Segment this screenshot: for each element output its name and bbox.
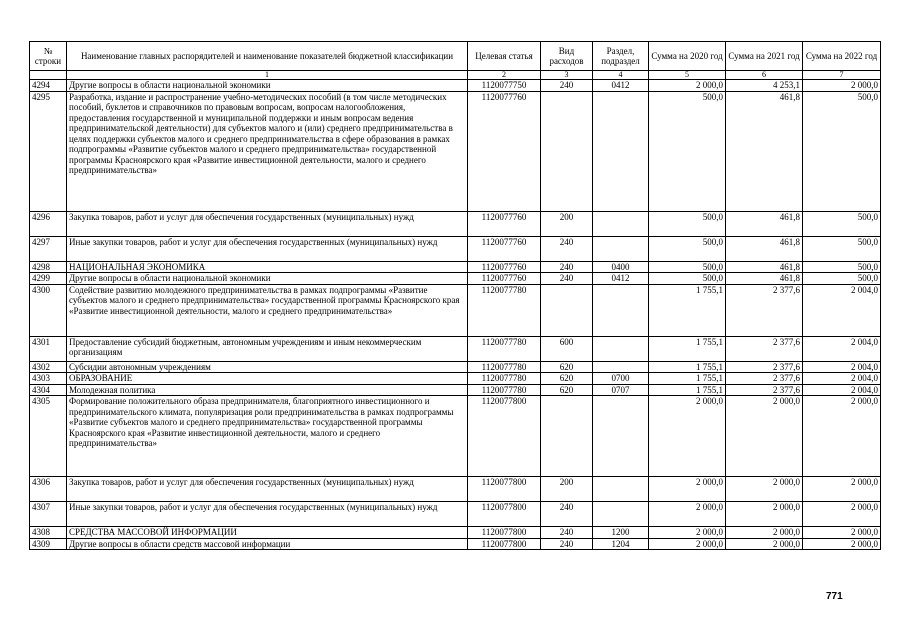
- row-sum-2021: 2 377,6: [726, 384, 803, 396]
- column-number: 6: [726, 71, 803, 80]
- row-sum-2020: 2 000,0: [649, 80, 726, 92]
- row-target-article: 1120077760: [468, 91, 541, 211]
- row-name: Иные закупки товаров, работ и услуг для обеспечения государственных (муниципальных) нужд: [67, 502, 468, 527]
- row-section: [593, 361, 649, 373]
- row-expense-kind: 600: [541, 336, 593, 361]
- row-number: 4306: [30, 477, 67, 502]
- header-section: Раздел, подраздел: [593, 42, 649, 71]
- row-section: 0707: [593, 384, 649, 396]
- row-sum-2022: 500,0: [803, 236, 881, 261]
- row-sum-2022: 2 000,0: [803, 396, 881, 477]
- row-number: 4308: [30, 527, 67, 539]
- row-target-article: 1120077780: [468, 384, 541, 396]
- column-number: 7: [803, 71, 881, 80]
- table-row: [30, 396, 881, 477]
- row-expense-kind: 200: [541, 211, 593, 236]
- row-sum-2021: 461,8: [726, 91, 803, 211]
- table-row: [30, 273, 881, 285]
- row-sum-2022: 2 000,0: [803, 538, 881, 550]
- row-name: Иные закупки товаров, работ и услуг для обеспечения государственных (муниципальных) нужд: [67, 236, 468, 261]
- row-sum-2020: 2 000,0: [649, 477, 726, 502]
- row-expense-kind: [541, 91, 593, 211]
- column-number: 4: [593, 71, 649, 80]
- row-sum-2021: 2 377,6: [726, 373, 803, 385]
- row-sum-2022: 2 004,0: [803, 384, 881, 396]
- row-sum-2020: 1 755,1: [649, 373, 726, 385]
- row-expense-kind: [541, 284, 593, 336]
- row-name: НАЦИОНАЛЬНАЯ ЭКОНОМИКА: [67, 261, 468, 273]
- table-body: [30, 80, 881, 550]
- row-section: [593, 236, 649, 261]
- row-target-article: 1120077760: [468, 261, 541, 273]
- row-expense-kind: 620: [541, 384, 593, 396]
- row-sum-2022: 2 004,0: [803, 361, 881, 373]
- row-name: Формирование положительного образа предпринимателя, благоприятного инвестиционного и предпринимательского климата, популяризация роли предпринимательства в рамках подпрограммы «Развитие субъектов малого и среднего предпринимательства» государственной программы Красноярского края «Развитие инвестиционной деятельности, малого и среднего предпринимательства»: [67, 396, 468, 477]
- row-sum-2022: 500,0: [803, 273, 881, 285]
- row-target-article: 1120077760: [468, 236, 541, 261]
- row-sum-2022: 500,0: [803, 211, 881, 236]
- row-sum-2021: 461,8: [726, 211, 803, 236]
- row-sum-2022: 500,0: [803, 91, 881, 211]
- table-row: [30, 361, 881, 373]
- row-name: Субсидии автономным учреждениям: [67, 361, 468, 373]
- row-sum-2022: 500,0: [803, 261, 881, 273]
- row-sum-2022: 2 004,0: [803, 373, 881, 385]
- header-name: Наименование главных распорядителей и наименование показателей бюджетной классификации: [67, 42, 468, 71]
- budget-table: [29, 41, 881, 550]
- row-number: 4307: [30, 502, 67, 527]
- row-section: 1204: [593, 538, 649, 550]
- row-section: [593, 477, 649, 502]
- row-sum-2021: 2 000,0: [726, 538, 803, 550]
- row-section: 1200: [593, 527, 649, 539]
- row-sum-2021: 2 000,0: [726, 527, 803, 539]
- row-sum-2021: 461,8: [726, 273, 803, 285]
- table-row: [30, 236, 881, 261]
- table-row: [30, 91, 881, 211]
- row-name: Закупка товаров, работ и услуг для обеспечения государственных (муниципальных) нужд: [67, 477, 468, 502]
- row-sum-2021: 2 377,6: [726, 361, 803, 373]
- row-number: 4304: [30, 384, 67, 396]
- row-section: [593, 502, 649, 527]
- row-name: Содействие развитию молодежного предпринимательства в рамках подпрограммы «Развитие субъектов малого и среднего предпринимательства» государственной программы Красноярского края «Развитие инвестиционной деятельности, малого и среднего предпринимательства»: [67, 284, 468, 336]
- row-target-article: 1120077800: [468, 527, 541, 539]
- row-sum-2022: 2 000,0: [803, 80, 881, 92]
- column-number: 3: [541, 71, 593, 80]
- row-sum-2021: 2 000,0: [726, 502, 803, 527]
- row-target-article: 1120077800: [468, 538, 541, 550]
- table-row: [30, 502, 881, 527]
- row-sum-2020: 2 000,0: [649, 396, 726, 477]
- header-row-no: № строки: [30, 42, 67, 71]
- table-row: [30, 211, 881, 236]
- row-target-article: 1120077780: [468, 284, 541, 336]
- row-target-article: 1120077780: [468, 373, 541, 385]
- row-section: 0400: [593, 261, 649, 273]
- row-name: ОБРАЗОВАНИЕ: [67, 373, 468, 385]
- row-number: 4296: [30, 211, 67, 236]
- row-number: 4302: [30, 361, 67, 373]
- header-sum-2020: Сумма на 2020 год: [649, 42, 726, 71]
- row-sum-2021: 2 377,6: [726, 336, 803, 361]
- row-sum-2020: 1 755,1: [649, 384, 726, 396]
- table-row: [30, 373, 881, 385]
- row-sum-2020: 500,0: [649, 91, 726, 211]
- row-number: 4301: [30, 336, 67, 361]
- row-expense-kind: 200: [541, 477, 593, 502]
- table-row: [30, 384, 881, 396]
- row-sum-2020: 1 755,1: [649, 361, 726, 373]
- row-number: 4309: [30, 538, 67, 550]
- row-sum-2022: 2 000,0: [803, 527, 881, 539]
- row-target-article: 1120077780: [468, 361, 541, 373]
- row-sum-2020: 2 000,0: [649, 527, 726, 539]
- row-section: [593, 91, 649, 211]
- row-expense-kind: 240: [541, 80, 593, 92]
- row-sum-2021: 2 000,0: [726, 396, 803, 477]
- row-number: 4294: [30, 80, 67, 92]
- page-number: 771: [826, 591, 843, 602]
- row-sum-2020: 1 755,1: [649, 284, 726, 336]
- row-sum-2020: 2 000,0: [649, 502, 726, 527]
- row-number: 4298: [30, 261, 67, 273]
- row-section: 0412: [593, 80, 649, 92]
- row-sum-2020: 2 000,0: [649, 538, 726, 550]
- row-sum-2020: 500,0: [649, 211, 726, 236]
- column-number-row: [30, 71, 881, 80]
- row-sum-2022: 2 004,0: [803, 284, 881, 336]
- row-name: Другие вопросы в области национальной экономики: [67, 273, 468, 285]
- row-name: СРЕДСТВА МАССОВОЙ ИНФОРМАЦИИ: [67, 527, 468, 539]
- row-name: Молодежная политика: [67, 384, 468, 396]
- row-expense-kind: 240: [541, 502, 593, 527]
- row-expense-kind: 620: [541, 361, 593, 373]
- table-row: [30, 284, 881, 336]
- row-target-article: 1120077760: [468, 273, 541, 285]
- row-sum-2022: 2 000,0: [803, 502, 881, 527]
- column-number: 5: [649, 71, 726, 80]
- row-section: [593, 336, 649, 361]
- header-row: [30, 42, 881, 71]
- row-sum-2022: 2 004,0: [803, 336, 881, 361]
- table-row: [30, 336, 881, 361]
- column-number: 1: [67, 71, 468, 80]
- row-sum-2021: 4 253,1: [726, 80, 803, 92]
- row-target-article: 1120077760: [468, 211, 541, 236]
- row-name: Другие вопросы в области средств массовой информации: [67, 538, 468, 550]
- row-target-article: 1120077800: [468, 477, 541, 502]
- row-expense-kind: 240: [541, 538, 593, 550]
- row-section: 0700: [593, 373, 649, 385]
- header-expense-kind: Вид расходов: [541, 42, 593, 71]
- row-expense-kind: 620: [541, 373, 593, 385]
- header-sum-2021: Сумма на 2021 год: [726, 42, 803, 71]
- row-expense-kind: 240: [541, 261, 593, 273]
- row-number: 4299: [30, 273, 67, 285]
- row-number: 4295: [30, 91, 67, 211]
- header-target: Целевая статья: [468, 42, 541, 71]
- row-target-article: 1120077800: [468, 396, 541, 477]
- row-section: [593, 211, 649, 236]
- row-name: Другие вопросы в области национальной экономики: [67, 80, 468, 92]
- row-expense-kind: 240: [541, 236, 593, 261]
- row-sum-2021: 461,8: [726, 236, 803, 261]
- row-name: Закупка товаров, работ и услуг для обеспечения государственных (муниципальных) нужд: [67, 211, 468, 236]
- table-row: [30, 538, 881, 550]
- column-number: 2: [468, 71, 541, 80]
- row-expense-kind: 240: [541, 273, 593, 285]
- row-target-article: 1120077750: [468, 80, 541, 92]
- row-expense-kind: [541, 396, 593, 477]
- row-number: 4297: [30, 236, 67, 261]
- row-number: 4305: [30, 396, 67, 477]
- column-number: [30, 71, 67, 80]
- row-number: 4300: [30, 284, 67, 336]
- row-sum-2021: 461,8: [726, 261, 803, 273]
- table-row: [30, 477, 881, 502]
- row-sum-2022: 2 000,0: [803, 477, 881, 502]
- row-name: Разработка, издание и распространение учебно-методических пособий (в том числе методических пособий, буклетов и справочников по правовым вопросам, вопросам налогообложения, предоставления государственной и муниципальной поддержки и иным вопросам ведения предпринимательской деятельности) для субъектов малого и (или) среднего предпринимательства в целях поддержки субъектов малого и среднего предпринимательства в сфере образования в рамках подпрограммы «Развитие субъектов малого и среднего предпринимательства» государственной программы Красноярского края «Развитие инвестиционной деятельности, малого и среднего предпринимательства»: [67, 91, 468, 211]
- row-section: [593, 396, 649, 477]
- row-sum-2020: 500,0: [649, 261, 726, 273]
- table-row: [30, 261, 881, 273]
- row-section: 0412: [593, 273, 649, 285]
- row-sum-2020: 500,0: [649, 273, 726, 285]
- row-sum-2020: 1 755,1: [649, 336, 726, 361]
- table-row: [30, 527, 881, 539]
- row-target-article: 1120077800: [468, 502, 541, 527]
- row-sum-2021: 2 377,6: [726, 284, 803, 336]
- table-row: [30, 80, 881, 92]
- row-expense-kind: 240: [541, 527, 593, 539]
- row-section: [593, 284, 649, 336]
- row-name: Предоставление субсидий бюджетным, автономным учреждениям и иным некоммерческим организациям: [67, 336, 468, 361]
- row-sum-2021: 2 000,0: [726, 477, 803, 502]
- header-sum-2022: Сумма на 2022 год: [803, 42, 881, 71]
- row-target-article: 1120077780: [468, 336, 541, 361]
- row-number: 4303: [30, 373, 67, 385]
- row-sum-2020: 500,0: [649, 236, 726, 261]
